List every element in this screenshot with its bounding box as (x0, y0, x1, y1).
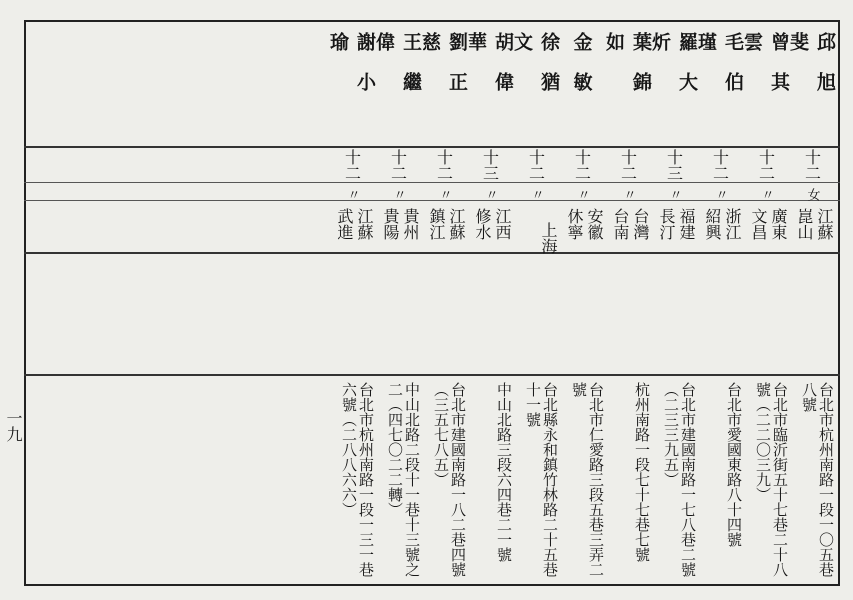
student-sex: 〃 (390, 187, 406, 201)
student-address: 中山北路二段十一巷十三號之二（四七〇二二轉） (386, 382, 421, 577)
student-origin: 江西 修水 (473, 208, 512, 240)
student-origin: 江蘇 武進 (335, 208, 374, 240)
student-name: 邱旭斐 (787, 32, 836, 112)
student-origin: 台灣 台南 (611, 208, 650, 240)
student-name: 徐猶文 (511, 32, 560, 112)
record-column (649, 22, 698, 586)
student-sex: 〃 (482, 187, 498, 201)
student-origin: 貴州 貴陽 (381, 208, 420, 240)
student-name: 曾其雲 (741, 32, 790, 112)
student-sex: 〃 (666, 187, 682, 201)
student-address: 台北市建國南路一七八巷二號（二三三九五） (662, 382, 697, 577)
student-origin: 福建 長汀 (657, 208, 696, 240)
student-name: 羅大炘 (649, 32, 698, 112)
record-column (373, 22, 422, 586)
page-number: 一九 (4, 410, 23, 442)
student-age: 十二 (756, 149, 776, 181)
student-sex: 〃 (344, 187, 360, 201)
record-column (419, 22, 468, 586)
student-sex: 〃 (574, 187, 590, 201)
student-age: 十三 (480, 149, 500, 181)
student-address: 台北市臨沂街五十七巷二十八號（二二〇三九） (754, 382, 789, 577)
student-address: 中山北路三段六四巷二一號 (495, 382, 513, 562)
student-sex: 女 (804, 187, 820, 201)
student-age: 十二 (342, 149, 362, 181)
record-column (511, 22, 560, 586)
student-address: 台北市愛國東路八十四號 (725, 382, 743, 547)
student-name: 葉錦如 (603, 32, 652, 112)
student-age: 十三 (664, 149, 684, 181)
student-name: 毛伯瑾 (695, 32, 744, 112)
record-column (695, 22, 744, 586)
student-age: 十二 (572, 149, 592, 181)
record-column (603, 22, 652, 586)
student-address: 台北縣永和鎮竹林路二十五巷十一號 (524, 382, 559, 577)
record-column (560, 22, 604, 586)
student-name: 謝小瑜 (327, 32, 376, 112)
student-address: 台北市建國南路一八二巷四號（三五七八五） (432, 382, 467, 577)
student-origin: 上海 (539, 222, 558, 254)
student-sex: 〃 (712, 187, 728, 201)
student-address: 台北市仁愛路三段五巷三弄二號 (570, 382, 605, 577)
student-address: 台北市杭州南路一段一三一巷六號（二八八六六） (340, 382, 375, 577)
student-age: 十二 (388, 149, 408, 181)
student-sex: 〃 (528, 187, 544, 201)
student-origin: 江蘇 崑山 (795, 208, 834, 240)
student-age: 十二 (802, 149, 822, 181)
student-age: 十二 (618, 149, 638, 181)
student-address: 杭州南路一段七十七巷七號 (633, 382, 651, 562)
student-name: 胡偉華 (465, 32, 514, 112)
student-name: 王繼偉 (373, 32, 422, 112)
student-name: 劉正慈 (419, 32, 468, 112)
student-age: 十二 (526, 149, 546, 181)
student-age: 十二 (434, 149, 454, 181)
record-column (465, 22, 514, 586)
student-origin: 安徽 休寧 (565, 208, 604, 240)
record-column (741, 22, 790, 586)
record-column (787, 22, 836, 586)
student-name: 金敏 (570, 32, 593, 112)
student-origin: 浙江 紹興 (703, 208, 742, 240)
student-age: 十二 (710, 149, 730, 181)
student-origin: 廣東 文昌 (749, 208, 788, 240)
student-sex: 〃 (620, 187, 636, 201)
student-address: 台北市杭州南路一段一〇五巷八號 (800, 382, 835, 577)
student-origin: 江蘇 鎮江 (427, 208, 466, 240)
record-column (327, 22, 376, 586)
student-sex: 〃 (436, 187, 452, 201)
student-sex: 〃 (758, 187, 774, 201)
